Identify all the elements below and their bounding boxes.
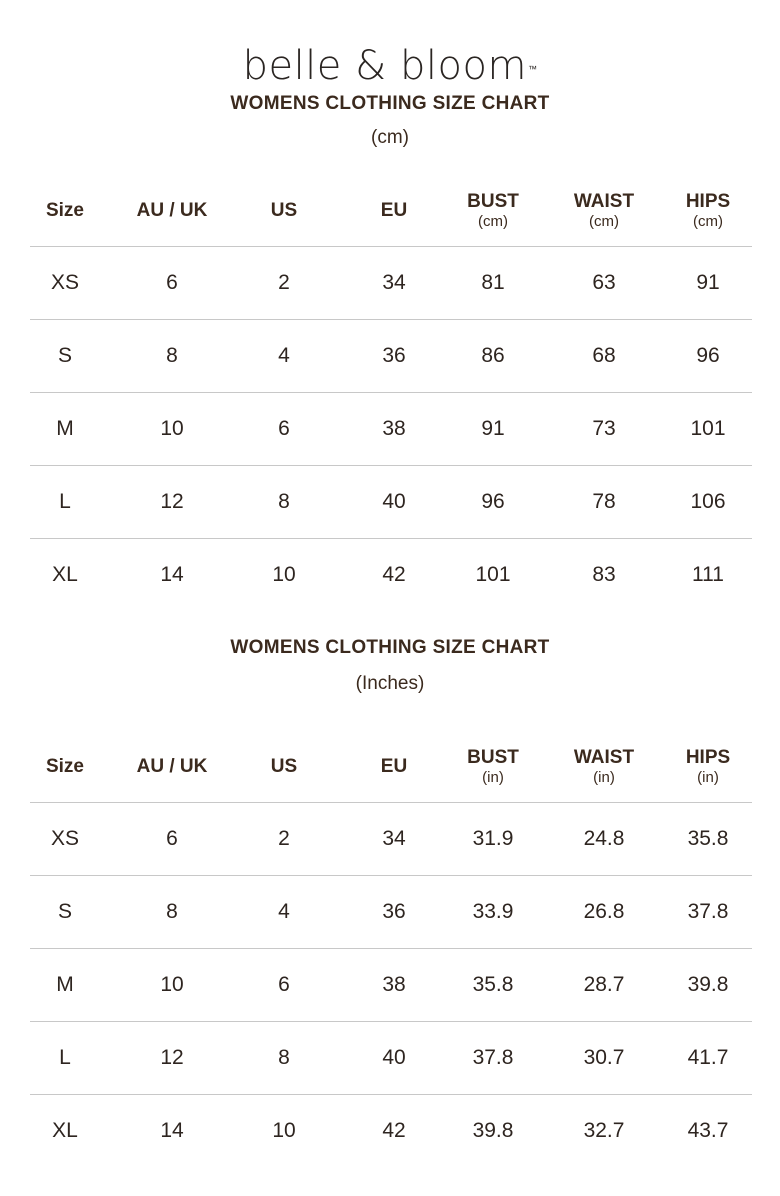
cell-waist: 78: [592, 490, 616, 513]
header-waist: WAIST (cm): [573, 191, 635, 230]
table-row: [30, 1022, 752, 1095]
cell-eu: 40: [382, 1046, 406, 1069]
header-us: US: [270, 200, 298, 221]
cell-hips: 111: [692, 563, 724, 586]
table-row: [30, 466, 752, 539]
cell-size: S: [57, 344, 73, 367]
cell-hips: 101: [690, 417, 726, 440]
cell-bust: 86: [481, 344, 505, 367]
cell-au-uk: 12: [160, 1046, 184, 1069]
cell-eu: 42: [382, 563, 406, 586]
cell-bust: 96: [481, 490, 505, 513]
table-row: [30, 539, 752, 611]
cell-eu: 38: [382, 973, 406, 996]
cell-size: XS: [50, 271, 80, 294]
cell-waist: 28.7: [583, 973, 625, 996]
table-row: [30, 393, 752, 466]
cell-waist: 68: [592, 344, 616, 367]
header-eu: EU: [380, 200, 408, 221]
cell-waist: 73: [592, 417, 616, 440]
table-row: [30, 247, 752, 320]
table-row: [30, 876, 752, 949]
cell-us: 10: [272, 1119, 296, 1142]
cell-au-uk: 14: [160, 1119, 184, 1142]
table-row: [30, 320, 752, 393]
cell-bust: 35.8: [472, 973, 514, 996]
cell-eu: 36: [382, 900, 406, 923]
cell-au-uk: 8: [166, 344, 178, 367]
header-size: Size: [45, 756, 85, 777]
cell-eu: 42: [382, 1119, 406, 1142]
table-row: [30, 1095, 752, 1167]
size-table-cm: [30, 176, 752, 611]
cell-hips: 43.7: [687, 1119, 729, 1142]
header-hips: HIPS (cm): [685, 191, 731, 230]
cell-bust: 101: [475, 563, 511, 586]
cell-us: 6: [278, 973, 290, 996]
header-waist: WAIST (in): [573, 747, 635, 786]
cell-au-uk: 6: [166, 271, 178, 294]
cell-au-uk: 6: [166, 827, 178, 850]
cell-bust: 81: [481, 271, 505, 294]
header-eu: EU: [380, 756, 408, 777]
cell-bust: 31.9: [472, 827, 514, 850]
cell-size: XS: [50, 827, 80, 850]
cell-us: 2: [278, 271, 290, 294]
cell-size: M: [56, 417, 74, 440]
cell-size: XL: [52, 1119, 78, 1142]
chart-title-cm: WOMENS CLOTHING SIZE CHART: [230, 93, 550, 114]
cell-hips: 106: [690, 490, 726, 513]
cell-eu: 38: [382, 417, 406, 440]
cell-size: L: [59, 1046, 71, 1069]
header-bust: BUST (in): [467, 747, 519, 786]
cell-size: XL: [52, 563, 78, 586]
header-size: Size: [45, 200, 85, 221]
brand-name: belle & bloom: [242, 43, 527, 89]
cell-hips: 39.8: [687, 973, 729, 996]
cell-eu: 34: [382, 827, 406, 850]
header-au-uk: AU / UK: [136, 756, 208, 777]
cell-waist: 26.8: [583, 900, 625, 923]
cell-us: 8: [278, 1046, 290, 1069]
table-header-row: [30, 732, 752, 803]
cell-us: 4: [278, 900, 290, 923]
cell-waist: 63: [592, 271, 616, 294]
cell-waist: 24.8: [583, 827, 625, 850]
cell-us: 4: [278, 344, 290, 367]
cell-bust: 91: [481, 417, 505, 440]
trademark-symbol: ™: [527, 65, 538, 75]
chart-unit-inches: (Inches): [355, 673, 425, 694]
header-au-uk: AU / UK: [136, 200, 208, 221]
cell-waist: 32.7: [583, 1119, 625, 1142]
cell-us: 6: [278, 417, 290, 440]
cell-us: 2: [278, 827, 290, 850]
cell-waist: 83: [592, 563, 616, 586]
cell-au-uk: 10: [160, 973, 184, 996]
table-row: [30, 949, 752, 1022]
table-row: [30, 803, 752, 876]
cell-eu: 36: [382, 344, 406, 367]
brand-logo: [0, 40, 780, 92]
size-table-inches: [30, 732, 752, 1167]
cell-au-uk: 8: [166, 900, 178, 923]
cell-hips: 35.8: [687, 827, 729, 850]
cell-us: 8: [278, 490, 290, 513]
cell-hips: 37.8: [687, 900, 729, 923]
cell-bust: 39.8: [472, 1119, 514, 1142]
chart-unit-cm: (cm): [371, 127, 409, 148]
cell-bust: 37.8: [472, 1046, 514, 1069]
cell-eu: 34: [382, 271, 406, 294]
cell-au-uk: 12: [160, 490, 184, 513]
cell-au-uk: 10: [160, 417, 184, 440]
cell-bust: 33.9: [472, 900, 514, 923]
cell-hips: 41.7: [687, 1046, 729, 1069]
cell-hips: 96: [696, 344, 720, 367]
cell-au-uk: 14: [160, 563, 184, 586]
header-bust: BUST (cm): [467, 191, 519, 230]
cell-size: S: [57, 900, 73, 923]
cell-eu: 40: [382, 490, 406, 513]
header-hips: HIPS (in): [685, 747, 731, 786]
cell-hips: 91: [696, 271, 720, 294]
chart-title-inches: WOMENS CLOTHING SIZE CHART: [230, 637, 550, 658]
cell-waist: 30.7: [583, 1046, 625, 1069]
cell-size: L: [59, 490, 71, 513]
header-us: US: [270, 756, 298, 777]
cell-us: 10: [272, 563, 296, 586]
table-header-row: [30, 176, 752, 247]
cell-size: M: [56, 973, 74, 996]
